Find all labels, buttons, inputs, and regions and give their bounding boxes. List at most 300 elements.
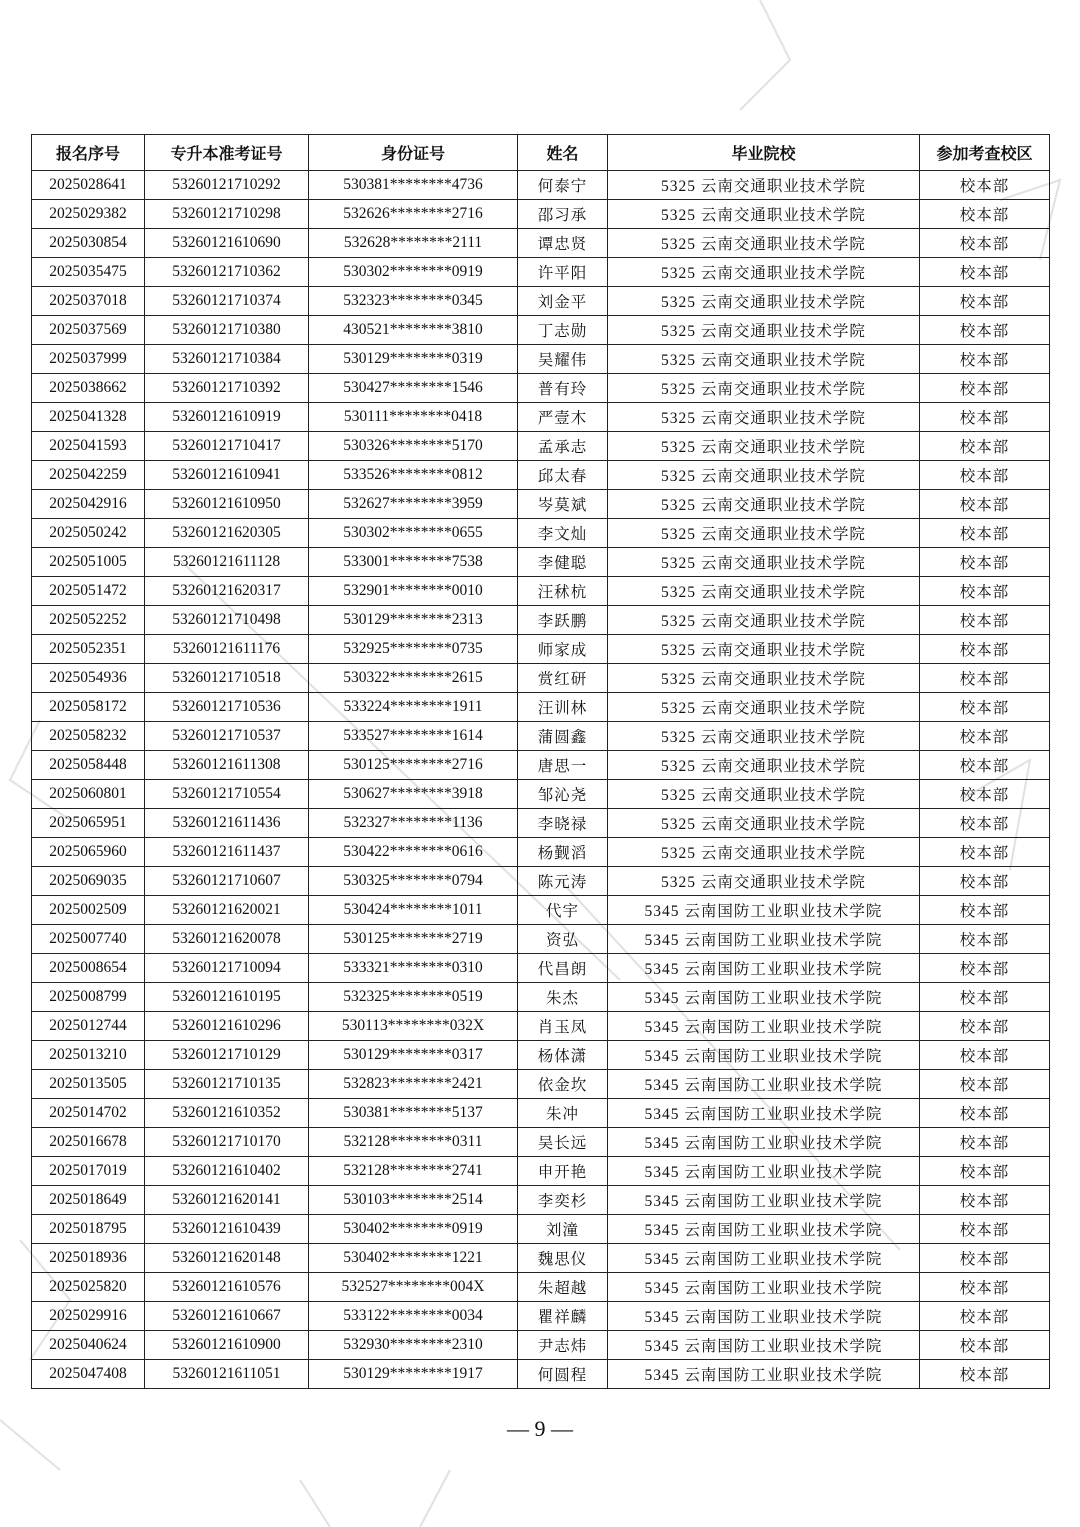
cell-campus: 校本部 [920, 635, 1050, 664]
cell-campus: 校本部 [920, 664, 1050, 693]
cell-campus: 校本部 [920, 432, 1050, 461]
table-row [32, 983, 1050, 1012]
cell-school: 5345 云南国防工业职业技术学院 [608, 1215, 920, 1244]
cell-registration-no: 2025014702 [32, 1099, 145, 1128]
cell-registration-no: 2025065951 [32, 809, 145, 838]
cell-id-no: 430521********3810 [309, 316, 518, 345]
table-row [32, 1128, 1050, 1157]
cell-school: 5325 云南交通职业技术学院 [608, 258, 920, 287]
table-row [32, 1273, 1050, 1302]
cell-registration-no: 2025013210 [32, 1041, 145, 1070]
cell-exam-ticket-no: 53260121710536 [145, 693, 309, 722]
cell-exam-ticket-no: 53260121610900 [145, 1331, 309, 1360]
cell-campus: 校本部 [920, 838, 1050, 867]
table-row [32, 519, 1050, 548]
table-row [32, 722, 1050, 751]
cell-id-no: 530427********1546 [309, 374, 518, 403]
cell-campus: 校本部 [920, 229, 1050, 258]
header-school: 毕业院校 [608, 135, 920, 171]
cell-registration-no: 2025029382 [32, 200, 145, 229]
cell-id-no: 532626********2716 [309, 200, 518, 229]
table-row [32, 780, 1050, 809]
cell-name: 邱太春 [518, 461, 608, 490]
cell-name: 吴长远 [518, 1128, 608, 1157]
cell-campus: 校本部 [920, 1070, 1050, 1099]
table-row [32, 954, 1050, 983]
cell-registration-no: 2025028641 [32, 171, 145, 200]
header-id-no: 身份证号 [309, 135, 518, 171]
cell-campus: 校本部 [920, 925, 1050, 954]
cell-id-no: 532823********2421 [309, 1070, 518, 1099]
cell-id-no: 530103********2514 [309, 1186, 518, 1215]
cell-id-no: 533001********7538 [309, 548, 518, 577]
cell-school: 5345 云南国防工业职业技术学院 [608, 1360, 920, 1389]
table-row [32, 374, 1050, 403]
cell-campus: 校本部 [920, 490, 1050, 519]
cell-exam-ticket-no: 53260121710417 [145, 432, 309, 461]
cell-exam-ticket-no: 53260121611436 [145, 809, 309, 838]
cell-exam-ticket-no: 53260121710607 [145, 867, 309, 896]
table-row [32, 664, 1050, 693]
cell-name: 何泰宁 [518, 171, 608, 200]
cell-name: 申开艳 [518, 1157, 608, 1186]
cell-registration-no: 2025035475 [32, 258, 145, 287]
table-row [32, 925, 1050, 954]
cell-exam-ticket-no: 53260121610402 [145, 1157, 309, 1186]
cell-school: 5325 云南交通职业技术学院 [608, 548, 920, 577]
cell-exam-ticket-no: 53260121710362 [145, 258, 309, 287]
table-row [32, 1215, 1050, 1244]
table-row [32, 1157, 1050, 1186]
cell-registration-no: 2025042259 [32, 461, 145, 490]
cell-school: 5345 云南国防工业职业技术学院 [608, 1302, 920, 1331]
cell-school: 5325 云南交通职业技术学院 [608, 345, 920, 374]
cell-name: 刘潼 [518, 1215, 608, 1244]
cell-registration-no: 2025037999 [32, 345, 145, 374]
cell-name: 杨体潇 [518, 1041, 608, 1070]
table-row [32, 403, 1050, 432]
cell-id-no: 532325********0519 [309, 983, 518, 1012]
cell-campus: 校本部 [920, 1157, 1050, 1186]
cell-exam-ticket-no: 53260121611051 [145, 1360, 309, 1389]
cell-campus: 校本部 [920, 1302, 1050, 1331]
cell-name: 普有玲 [518, 374, 608, 403]
cell-school: 5325 云南交通职业技术学院 [608, 722, 920, 751]
cell-registration-no: 2025047408 [32, 1360, 145, 1389]
cell-exam-ticket-no: 53260121710129 [145, 1041, 309, 1070]
cell-registration-no: 2025029916 [32, 1302, 145, 1331]
cell-name: 瞿祥麟 [518, 1302, 608, 1331]
cell-id-no: 530129********0319 [309, 345, 518, 374]
cell-registration-no: 2025041328 [32, 403, 145, 432]
cell-name: 孟承志 [518, 432, 608, 461]
cell-school: 5325 云南交通职业技术学院 [608, 403, 920, 432]
cell-registration-no: 2025060801 [32, 780, 145, 809]
cell-id-no: 532527********004X [309, 1273, 518, 1302]
cell-id-no: 532925********0735 [309, 635, 518, 664]
table-row [32, 200, 1050, 229]
cell-name: 代宇 [518, 896, 608, 925]
cell-name: 邵习承 [518, 200, 608, 229]
table-row [32, 1302, 1050, 1331]
cell-school: 5325 云南交通职业技术学院 [608, 519, 920, 548]
cell-registration-no: 2025041593 [32, 432, 145, 461]
cell-id-no: 530325********0794 [309, 867, 518, 896]
cell-school: 5345 云南国防工业职业技术学院 [608, 1070, 920, 1099]
cell-school: 5345 云南国防工业职业技术学院 [608, 896, 920, 925]
cell-school: 5325 云南交通职业技术学院 [608, 374, 920, 403]
cell-school: 5325 云南交通职业技术学院 [608, 316, 920, 345]
cell-exam-ticket-no: 53260121610950 [145, 490, 309, 519]
cell-name: 严壹木 [518, 403, 608, 432]
cell-school: 5325 云南交通职业技术学院 [608, 490, 920, 519]
cell-exam-ticket-no: 53260121710537 [145, 722, 309, 751]
cell-name: 陈元涛 [518, 867, 608, 896]
table-row [32, 1041, 1050, 1070]
cell-name: 谭忠贤 [518, 229, 608, 258]
header-name: 姓名 [518, 135, 608, 171]
cell-exam-ticket-no: 53260121710292 [145, 171, 309, 200]
cell-campus: 校本部 [920, 1128, 1050, 1157]
cell-school: 5325 云南交通职业技术学院 [608, 200, 920, 229]
cell-registration-no: 2025051005 [32, 548, 145, 577]
cell-exam-ticket-no: 53260121710170 [145, 1128, 309, 1157]
cell-campus: 校本部 [920, 1012, 1050, 1041]
cell-exam-ticket-no: 53260121611437 [145, 838, 309, 867]
cell-id-no: 532323********0345 [309, 287, 518, 316]
cell-registration-no: 2025050242 [32, 519, 145, 548]
cell-school: 5345 云南国防工业职业技术学院 [608, 1331, 920, 1360]
cell-registration-no: 2025030854 [32, 229, 145, 258]
cell-name: 邹沁尧 [518, 780, 608, 809]
cell-name: 朱超越 [518, 1273, 608, 1302]
cell-id-no: 532901********0010 [309, 577, 518, 606]
cell-campus: 校本部 [920, 345, 1050, 374]
cell-exam-ticket-no: 53260121611128 [145, 548, 309, 577]
table-row [32, 461, 1050, 490]
cell-school: 5325 云南交通职业技术学院 [608, 432, 920, 461]
cell-campus: 校本部 [920, 1041, 1050, 1070]
table-row [32, 1331, 1050, 1360]
cell-id-no: 532128********2741 [309, 1157, 518, 1186]
cell-exam-ticket-no: 53260121710135 [145, 1070, 309, 1099]
cell-registration-no: 2025012744 [32, 1012, 145, 1041]
cell-exam-ticket-no: 53260121610941 [145, 461, 309, 490]
cell-school: 5325 云南交通职业技术学院 [608, 287, 920, 316]
cell-registration-no: 2025002509 [32, 896, 145, 925]
cell-name: 朱杰 [518, 983, 608, 1012]
cell-exam-ticket-no: 53260121620305 [145, 519, 309, 548]
table-row [32, 316, 1050, 345]
cell-name: 魏思仪 [518, 1244, 608, 1273]
cell-exam-ticket-no: 53260121610576 [145, 1273, 309, 1302]
cell-exam-ticket-no: 53260121610439 [145, 1215, 309, 1244]
cell-registration-no: 2025051472 [32, 577, 145, 606]
table-row [32, 171, 1050, 200]
header-campus: 参加考查校区 [920, 135, 1050, 171]
cell-school: 5345 云南国防工业职业技术学院 [608, 1099, 920, 1128]
cell-school: 5345 云南国防工业职业技术学院 [608, 1244, 920, 1273]
cell-id-no: 530302********0655 [309, 519, 518, 548]
cell-registration-no: 2025037018 [32, 287, 145, 316]
cell-name: 赏红研 [518, 664, 608, 693]
table-row [32, 229, 1050, 258]
cell-name: 李文灿 [518, 519, 608, 548]
cell-registration-no: 2025038662 [32, 374, 145, 403]
admission-roster-table [31, 134, 1050, 1389]
cell-id-no: 530129********1917 [309, 1360, 518, 1389]
cell-exam-ticket-no: 53260121710298 [145, 200, 309, 229]
table-header-row [32, 135, 1050, 171]
table-row [32, 548, 1050, 577]
cell-school: 5345 云南国防工业职业技术学院 [608, 925, 920, 954]
cell-school: 5345 云南国防工业职业技术学院 [608, 1157, 920, 1186]
table-body [32, 171, 1050, 1389]
cell-name: 资弘 [518, 925, 608, 954]
cell-id-no: 530113********032X [309, 1012, 518, 1041]
cell-id-no: 530322********2615 [309, 664, 518, 693]
cell-exam-ticket-no: 53260121610195 [145, 983, 309, 1012]
cell-exam-ticket-no: 53260121620021 [145, 896, 309, 925]
table-row [32, 1012, 1050, 1041]
cell-school: 5345 云南国防工业职业技术学院 [608, 1273, 920, 1302]
cell-id-no: 530422********0616 [309, 838, 518, 867]
cell-name: 李奕杉 [518, 1186, 608, 1215]
cell-registration-no: 2025013505 [32, 1070, 145, 1099]
cell-campus: 校本部 [920, 867, 1050, 896]
cell-registration-no: 2025037569 [32, 316, 145, 345]
cell-exam-ticket-no: 53260121710392 [145, 374, 309, 403]
cell-registration-no: 2025016678 [32, 1128, 145, 1157]
table-row [32, 896, 1050, 925]
table-row [32, 287, 1050, 316]
cell-school: 5325 云南交通职业技术学院 [608, 229, 920, 258]
cell-campus: 校本部 [920, 1360, 1050, 1389]
cell-registration-no: 2025058448 [32, 751, 145, 780]
table-row [32, 1186, 1050, 1215]
cell-registration-no: 2025042916 [32, 490, 145, 519]
cell-name: 丁志勋 [518, 316, 608, 345]
cell-exam-ticket-no: 53260121710518 [145, 664, 309, 693]
cell-campus: 校本部 [920, 751, 1050, 780]
header-registration-no: 报名序号 [32, 135, 145, 171]
cell-exam-ticket-no: 53260121620141 [145, 1186, 309, 1215]
cell-name: 何圆程 [518, 1360, 608, 1389]
header-exam-ticket-no: 专升本准考证号 [145, 135, 309, 171]
cell-campus: 校本部 [920, 1215, 1050, 1244]
table-row [32, 1360, 1050, 1389]
cell-exam-ticket-no: 53260121610919 [145, 403, 309, 432]
cell-campus: 校本部 [920, 954, 1050, 983]
cell-exam-ticket-no: 53260121710094 [145, 954, 309, 983]
cell-id-no: 530402********1221 [309, 1244, 518, 1273]
cell-registration-no: 2025017019 [32, 1157, 145, 1186]
cell-campus: 校本部 [920, 519, 1050, 548]
cell-campus: 校本部 [920, 258, 1050, 287]
cell-school: 5325 云南交通职业技术学院 [608, 171, 920, 200]
cell-school: 5325 云南交通职业技术学院 [608, 809, 920, 838]
cell-id-no: 530381********5137 [309, 1099, 518, 1128]
cell-name: 李晓禄 [518, 809, 608, 838]
cell-school: 5325 云南交通职业技术学院 [608, 693, 920, 722]
cell-name: 李跃鹏 [518, 606, 608, 635]
cell-id-no: 533122********0034 [309, 1302, 518, 1331]
cell-id-no: 532628********2111 [309, 229, 518, 258]
cell-campus: 校本部 [920, 1186, 1050, 1215]
cell-exam-ticket-no: 53260121610296 [145, 1012, 309, 1041]
cell-school: 5345 云南国防工业职业技术学院 [608, 954, 920, 983]
cell-exam-ticket-no: 53260121611308 [145, 751, 309, 780]
cell-campus: 校本部 [920, 287, 1050, 316]
table-row [32, 345, 1050, 374]
cell-exam-ticket-no: 53260121620317 [145, 577, 309, 606]
cell-id-no: 530627********3918 [309, 780, 518, 809]
cell-school: 5325 云南交通职业技术学院 [608, 577, 920, 606]
cell-id-no: 530402********0919 [309, 1215, 518, 1244]
cell-campus: 校本部 [920, 461, 1050, 490]
cell-school: 5325 云南交通职业技术学院 [608, 751, 920, 780]
table-row [32, 606, 1050, 635]
cell-campus: 校本部 [920, 780, 1050, 809]
cell-campus: 校本部 [920, 1244, 1050, 1273]
cell-name: 许平阳 [518, 258, 608, 287]
table-row [32, 693, 1050, 722]
page-number: — 9 — [507, 1416, 573, 1441]
cell-name: 岑莫斌 [518, 490, 608, 519]
cell-school: 5325 云南交通职业技术学院 [608, 838, 920, 867]
cell-registration-no: 2025054936 [32, 664, 145, 693]
cell-exam-ticket-no: 53260121610352 [145, 1099, 309, 1128]
cell-exam-ticket-no: 53260121610690 [145, 229, 309, 258]
cell-id-no: 530424********1011 [309, 896, 518, 925]
cell-campus: 校本部 [920, 606, 1050, 635]
cell-name: 汪秫杭 [518, 577, 608, 606]
cell-registration-no: 2025018936 [32, 1244, 145, 1273]
cell-name: 肖玉凤 [518, 1012, 608, 1041]
cell-registration-no: 2025058232 [32, 722, 145, 751]
cell-school: 5325 云南交通职业技术学院 [608, 867, 920, 896]
cell-campus: 校本部 [920, 896, 1050, 925]
table-row [32, 751, 1050, 780]
cell-id-no: 530125********2716 [309, 751, 518, 780]
table-row [32, 635, 1050, 664]
cell-name: 朱冲 [518, 1099, 608, 1128]
cell-id-no: 530125********2719 [309, 925, 518, 954]
cell-id-no: 532327********1136 [309, 809, 518, 838]
cell-name: 依金坎 [518, 1070, 608, 1099]
cell-school: 5345 云南国防工业职业技术学院 [608, 983, 920, 1012]
cell-registration-no: 2025018649 [32, 1186, 145, 1215]
cell-name: 吴耀伟 [518, 345, 608, 374]
cell-campus: 校本部 [920, 548, 1050, 577]
table-row [32, 867, 1050, 896]
cell-registration-no: 2025008799 [32, 983, 145, 1012]
cell-registration-no: 2025058172 [32, 693, 145, 722]
cell-registration-no: 2025040624 [32, 1331, 145, 1360]
cell-campus: 校本部 [920, 577, 1050, 606]
cell-campus: 校本部 [920, 200, 1050, 229]
cell-id-no: 532930********2310 [309, 1331, 518, 1360]
cell-campus: 校本部 [920, 316, 1050, 345]
cell-campus: 校本部 [920, 693, 1050, 722]
cell-campus: 校本部 [920, 722, 1050, 751]
cell-exam-ticket-no: 53260121620078 [145, 925, 309, 954]
table-row [32, 577, 1050, 606]
cell-id-no: 533526********0812 [309, 461, 518, 490]
cell-id-no: 532128********0311 [309, 1128, 518, 1157]
cell-id-no: 532627********3959 [309, 490, 518, 519]
cell-id-no: 530381********4736 [309, 171, 518, 200]
table-row [32, 809, 1050, 838]
table-row [32, 1244, 1050, 1273]
cell-school: 5345 云南国防工业职业技术学院 [608, 1128, 920, 1157]
table-row [32, 838, 1050, 867]
table-row [32, 258, 1050, 287]
cell-school: 5325 云南交通职业技术学院 [608, 635, 920, 664]
cell-campus: 校本部 [920, 1331, 1050, 1360]
cell-name: 杨觐滔 [518, 838, 608, 867]
cell-school: 5325 云南交通职业技术学院 [608, 780, 920, 809]
cell-campus: 校本部 [920, 374, 1050, 403]
cell-id-no: 530129********2313 [309, 606, 518, 635]
cell-registration-no: 2025025820 [32, 1273, 145, 1302]
table-row [32, 1070, 1050, 1099]
cell-campus: 校本部 [920, 171, 1050, 200]
cell-exam-ticket-no: 53260121710384 [145, 345, 309, 374]
cell-id-no: 533224********1911 [309, 693, 518, 722]
cell-name: 蒲圆鑫 [518, 722, 608, 751]
cell-campus: 校本部 [920, 403, 1050, 432]
cell-id-no: 533321********0310 [309, 954, 518, 983]
cell-campus: 校本部 [920, 1099, 1050, 1128]
cell-registration-no: 2025065960 [32, 838, 145, 867]
cell-registration-no: 2025069035 [32, 867, 145, 896]
cell-name: 尹志炜 [518, 1331, 608, 1360]
cell-exam-ticket-no: 53260121710554 [145, 780, 309, 809]
cell-exam-ticket-no: 53260121710498 [145, 606, 309, 635]
cell-registration-no: 2025052351 [32, 635, 145, 664]
cell-school: 5345 云南国防工业职业技术学院 [608, 1012, 920, 1041]
cell-name: 代昌朗 [518, 954, 608, 983]
cell-id-no: 530129********0317 [309, 1041, 518, 1070]
cell-exam-ticket-no: 53260121620148 [145, 1244, 309, 1273]
cell-registration-no: 2025018795 [32, 1215, 145, 1244]
cell-registration-no: 2025008654 [32, 954, 145, 983]
cell-id-no: 533527********1614 [309, 722, 518, 751]
cell-registration-no: 2025007740 [32, 925, 145, 954]
cell-name: 师家成 [518, 635, 608, 664]
cell-campus: 校本部 [920, 983, 1050, 1012]
cell-name: 刘金平 [518, 287, 608, 316]
cell-school: 5345 云南国防工业职业技术学院 [608, 1186, 920, 1215]
cell-exam-ticket-no: 53260121610667 [145, 1302, 309, 1331]
cell-school: 5325 云南交通职业技术学院 [608, 664, 920, 693]
cell-school: 5345 云南国防工业职业技术学院 [608, 1041, 920, 1070]
cell-school: 5325 云南交通职业技术学院 [608, 606, 920, 635]
cell-exam-ticket-no: 53260121611176 [145, 635, 309, 664]
cell-id-no: 530326********5170 [309, 432, 518, 461]
cell-id-no: 530302********0919 [309, 258, 518, 287]
cell-exam-ticket-no: 53260121710374 [145, 287, 309, 316]
cell-name: 唐思一 [518, 751, 608, 780]
table-row [32, 432, 1050, 461]
cell-name: 汪训林 [518, 693, 608, 722]
cell-registration-no: 2025052252 [32, 606, 145, 635]
cell-id-no: 530111********0418 [309, 403, 518, 432]
cell-school: 5325 云南交通职业技术学院 [608, 461, 920, 490]
cell-campus: 校本部 [920, 809, 1050, 838]
table-row [32, 1099, 1050, 1128]
